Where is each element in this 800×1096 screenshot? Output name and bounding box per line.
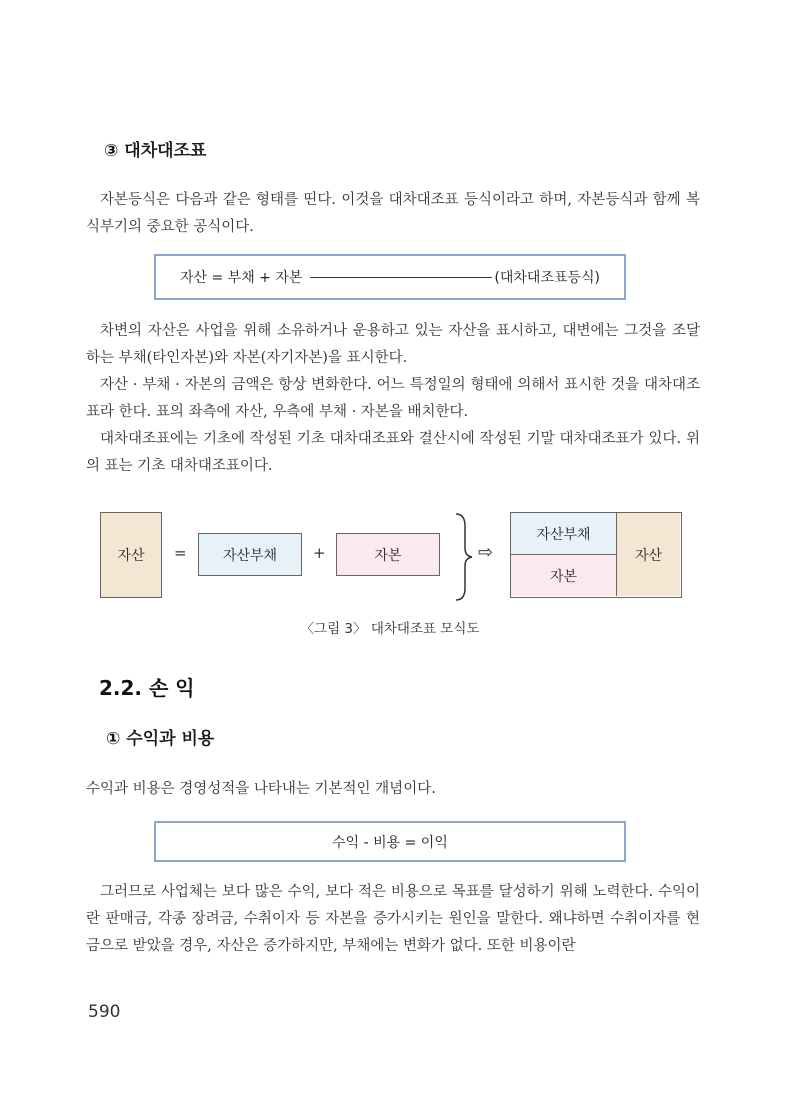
- balance-table: [510, 512, 682, 598]
- asset-box: [100, 512, 162, 598]
- asset-label: 자산: [117, 548, 145, 564]
- section-title: 2.2. 손 익: [99, 676, 195, 700]
- liability-box: [198, 533, 302, 576]
- liability-label: 자산부채: [222, 547, 278, 564]
- heading-revenue-expense: ① 수익과 비용: [106, 729, 215, 749]
- table-asset-label: 자산: [634, 547, 663, 564]
- equals-sign: =: [174, 544, 187, 562]
- paragraph-intro: [86, 187, 700, 241]
- table-liability-cell: [511, 513, 617, 555]
- right-arrow-icon: ⇨: [478, 542, 494, 563]
- formula-box-balance: [154, 254, 626, 300]
- paragraph-text: 자본등식은 다음과 같은 형태를 띤다. 이것을 대차대조표 등식이라고 하며, 자본등식과 함께 복식부기의 중요한 공식이다.: [86, 192, 700, 235]
- capital-label: 자본: [374, 547, 402, 564]
- capital-box: [336, 533, 440, 576]
- formula-box-profit: [154, 821, 626, 862]
- heading-balance-sheet: ③ 대차대조표: [104, 141, 207, 161]
- formula-label: (대차대조표등식): [494, 270, 600, 286]
- table-liability-label: 자산부채: [536, 526, 591, 543]
- right-brace-icon: [452, 512, 474, 602]
- formula-dash-line: [310, 277, 492, 278]
- table-asset-cell: [617, 513, 680, 596]
- formula-equation: 자산 = 부채 + 자본: [180, 270, 303, 286]
- figure-caption: 〈그림 3〉 대차대조표 모식도: [300, 621, 480, 637]
- paragraph-text: 대차대조표에는 기초에 작성된 기초 대차대조표와 결산시에 작성된 기말 대차대조표가 있다. 위의 표는 기초 대차대조표이다.: [86, 431, 700, 474]
- paragraph-revenue-intro: [86, 776, 700, 803]
- plus-sign: +: [313, 544, 326, 562]
- paragraph-text: 자산 · 부채 · 자본의 금액은 항상 변화한다. 어느 특정일의 형태에 의해서 표시한 것을 대차대조표라 한다. 표의 좌측에 자산, 우측에 부채 · 자본을 배치한다.: [86, 377, 700, 420]
- paragraph-text: 수익과 비용은 경영성적을 나타내는 기본적인 개념이다.: [86, 781, 436, 797]
- formula-equation: 수익 - 비용 = 이익: [332, 834, 448, 851]
- paragraph-text: 그러므로 사업체는 보다 많은 수익, 보다 적은 비용으로 목표를 달성하기 위해 노력한다. 수익이란 판매금, 각종 장려금, 수취이자 등 자본을 증가시키는 원인을 말한다. 왜냐하면 수취이자를 현금으로 받았을 경우, 자산은 증가하지만, 부채에는 변화가 없다. 또한 비용이란: [86, 884, 700, 954]
- table-capital-label: 자본: [549, 568, 578, 585]
- table-capital-cell: [511, 555, 617, 596]
- paragraph-text: 차변의 자산은 사업을 위해 소유하거나 운용하고 있는 자산을 표시하고, 대변에는 그것을 조달하는 부채(타인자본)와 자본(자기자본)을 표시한다.: [86, 323, 700, 366]
- paragraph-revenue-detail: [86, 879, 700, 960]
- paragraph-explanation: [86, 318, 700, 480]
- page-number: 590: [88, 1002, 121, 1022]
